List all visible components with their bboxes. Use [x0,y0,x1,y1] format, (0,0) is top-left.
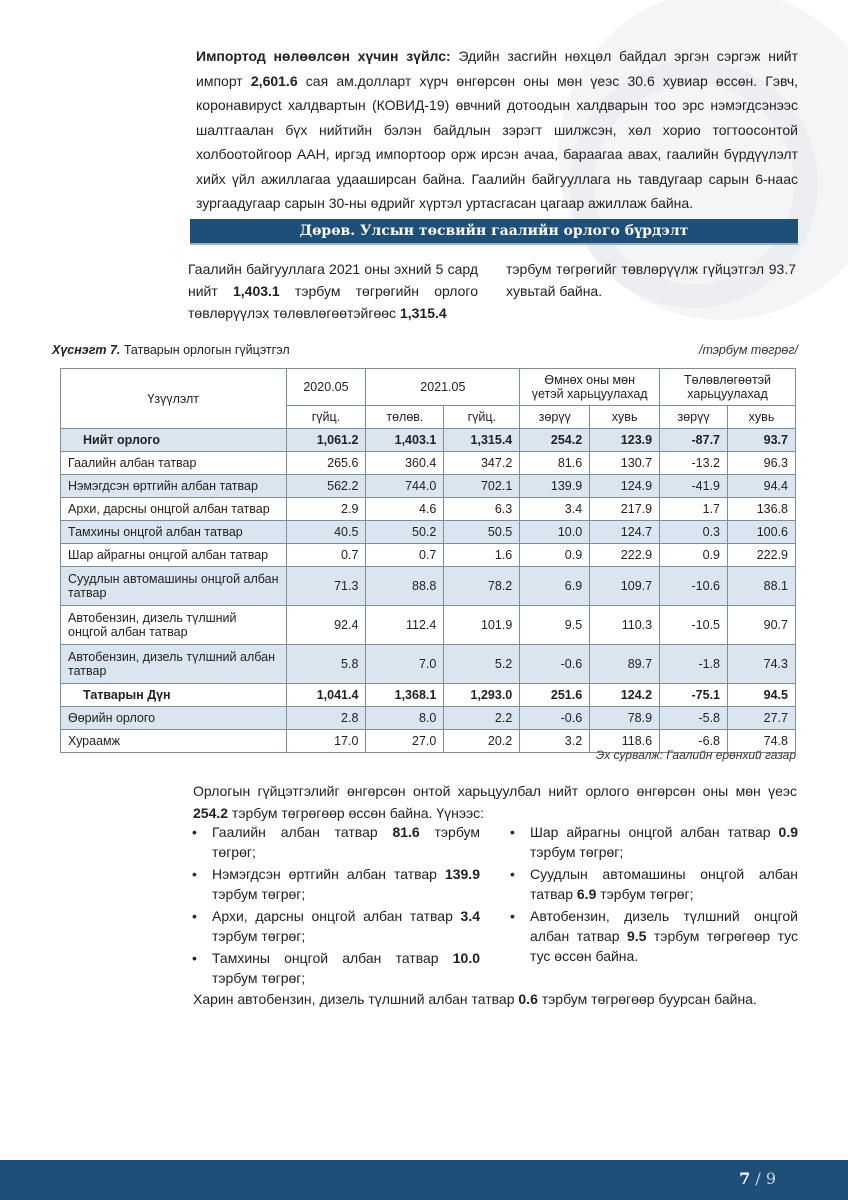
row-value: 9.5 [520,606,590,645]
subheader: хувь [590,406,660,429]
row-value: 4.6 [366,498,444,521]
header-prev-year: Өмнөх оны мөн үетэй харьцуулахад [520,369,660,406]
row-value: 50.5 [444,521,520,544]
row-value: 1.6 [444,544,520,567]
import-factors-paragraph [196,44,798,216]
row-value: 217.9 [590,498,660,521]
row-label: Нийт орлого [61,429,287,452]
row-value: 94.5 [728,684,796,707]
row-value: 0.9 [520,544,590,567]
decline-text-b: тэрбум төгрөгөөр буурсан байна. [537,991,757,1007]
table-row [61,567,796,606]
decline-paragraph [193,988,797,1010]
item-value: 139.9 [444,866,480,882]
subheader: гүйц. [444,406,520,429]
row-value: 6.3 [444,498,520,521]
intro-text-a: Эдийн засгийн нөхцөл байдал эргэн сэргэж нийт импорт [196,48,799,89]
item-text: тэрбум төгрөг; [212,886,306,902]
list-item [188,822,480,862]
row-value: 94.4 [728,475,796,498]
list-item [506,906,798,966]
page-number [739,1169,776,1188]
row-value: 17.0 [286,730,366,753]
row-value: -0.6 [520,707,590,730]
row-value: -5.8 [660,707,728,730]
row-label: Архи, дарсны онцгой албан татвар [61,498,287,521]
row-value: -41.9 [660,475,728,498]
row-value: 130.7 [590,452,660,475]
table-row [61,498,796,521]
row-value: 1,315.4 [444,429,520,452]
row-value: 90.7 [728,606,796,645]
row-label: Тамхины онцгой албан татвар [61,521,287,544]
bullet-icon: • [510,908,515,924]
summary-left-column [188,258,478,324]
row-value: 1.7 [660,498,728,521]
row-value: 124.2 [590,684,660,707]
row-value: 3.2 [520,730,590,753]
row-value: 1,061.2 [286,429,366,452]
row-value: 74.8 [728,730,796,753]
row-value: -0.6 [520,645,590,684]
row-value: 136.8 [728,498,796,521]
item-text: тэрбум төгрөг; [212,824,480,860]
row-value: 96.3 [728,452,796,475]
table-source: Эх сурвалж: Гаалийн ерөнхий газар [595,748,796,762]
header-indicator: Үзүүлэлт [61,369,287,429]
row-value: 702.1 [444,475,520,498]
row-value: 100.6 [728,521,796,544]
table-row [61,606,796,645]
row-value: -13.2 [660,452,728,475]
row-label: Шар айрагны онцгой албан татвар [61,544,287,567]
import-amount: 2,601.6 [250,72,298,89]
item-text: Суудлын автомашины онцгой албан татвар [530,866,798,902]
growth-amount: 254.2 [193,805,229,821]
row-label: Автобензин, дизель түлшний албан татвар [61,645,287,684]
row-label: Татварын Дүн [61,684,287,707]
summary-text-a: Гаалийн байгууллага 2021 оны эхний 5 сард нийт [188,261,478,299]
table-row [61,475,796,498]
bullet-icon: • [192,908,197,924]
decline-text-a: Харин автобензин, дизель түлшний албан татвар [193,991,519,1007]
row-value: -10.5 [660,606,728,645]
row-value: 109.7 [590,567,660,606]
table-caption [52,343,290,357]
row-value: 254.2 [520,429,590,452]
row-value: 3.4 [520,498,590,521]
item-text: Шар айрагны онцгой албан татвар [530,824,779,840]
row-value: 2.9 [286,498,366,521]
row-value: 27.7 [728,707,796,730]
tax-revenue-table [60,368,796,753]
row-value: 92.4 [286,606,366,645]
list-item [188,906,480,946]
table-row [61,544,796,567]
bullet-icon: • [510,866,515,882]
row-value: 0.7 [366,544,444,567]
row-value: 2.2 [444,707,520,730]
row-value: 2.8 [286,707,366,730]
table-row [61,707,796,730]
list-item [506,822,798,862]
table-row [61,521,796,544]
item-text: тэрбум төгрөг; [596,886,694,902]
summary-planned: 1,315.4 [399,305,447,321]
row-label: Суудлын автомашины онцгой албан татвар [61,567,287,606]
bullet-icon: • [192,824,197,840]
row-value: 1,041.4 [286,684,366,707]
item-text: Гаалийн албан татвар [212,824,393,840]
row-value: -6.8 [660,730,728,753]
row-value: 0.9 [660,544,728,567]
row-label: Нэмэгдсэн өртгийн албан татвар [61,475,287,498]
row-value: 360.4 [366,452,444,475]
item-text: Тамхины онцгой албан татвар [212,950,453,966]
row-value: 101.9 [444,606,520,645]
header-2020: 2020.05 [286,369,366,406]
row-label: Хураамж [61,730,287,753]
growth-paragraph [193,780,797,824]
subheader: гүйц. [286,406,366,429]
item-value: 81.6 [392,824,420,840]
row-value: 89.7 [590,645,660,684]
growth-list-left [188,822,480,990]
row-value: 1,403.1 [366,429,444,452]
table-row [61,645,796,684]
page-total: 9 [765,1169,776,1188]
page-separator: / [750,1169,766,1188]
growth-list-right [506,822,798,968]
row-value: 88.8 [366,567,444,606]
row-value: -75.1 [660,684,728,707]
item-text: Нэмэгдсэн өртгийн албан татвар [212,866,445,882]
row-value: 139.9 [520,475,590,498]
row-value: -10.6 [660,567,728,606]
table-unit: /тэрбум төгрөг/ [699,343,798,357]
row-value: 5.2 [444,645,520,684]
item-text: Архи, дарсны онцгой албан татвар [212,908,461,924]
row-label: Гаалийн албан татвар [61,452,287,475]
row-value: 20.2 [444,730,520,753]
row-value: 1,293.0 [444,684,520,707]
row-value: 124.7 [590,521,660,544]
row-value: 222.9 [728,544,796,567]
subheader: зөрүү [520,406,590,429]
row-value: -87.7 [660,429,728,452]
row-label: Автобензин, дизель түлшний онцгой албан татвар [61,606,287,645]
row-value: 7.0 [366,645,444,684]
row-value: 81.6 [520,452,590,475]
row-value: 27.0 [366,730,444,753]
item-text: тэрбум төгрөг; [212,928,306,944]
row-value: 123.9 [590,429,660,452]
item-text: тэрбум төгрөгөөр тус тус өссөн байна. [530,928,798,964]
row-value: 10.0 [520,521,590,544]
table-row [61,429,796,452]
table-row [61,452,796,475]
row-value: 118.6 [590,730,660,753]
summary-text-b: тэрбум төгрөгийн орлого төвлөрүүлэх төлөвлөгөөтэйгөөс [188,283,478,321]
page-footer [0,1160,848,1200]
summary-total: 1,403.1 [233,283,280,299]
list-item [506,864,798,904]
row-value: 93.7 [728,429,796,452]
subheader: зөрүү [660,406,728,429]
row-value: 6.9 [520,567,590,606]
item-text: Автобензин, дизель түлшний онцгой албан татвар [530,908,798,944]
list-item [188,948,480,988]
bullet-icon: • [510,824,515,840]
row-value: 40.5 [286,521,366,544]
row-value: 50.2 [366,521,444,544]
decline-amount: 0.6 [518,991,538,1007]
summary-right-column [506,258,796,302]
header-plan: Төлөвлөгөөтэй харьцуулахад [660,369,796,406]
row-value: 71.3 [286,567,366,606]
row-value: 78.2 [444,567,520,606]
row-value: 88.1 [728,567,796,606]
bullet-icon: • [192,866,197,882]
row-label: Өөрийн орлого [61,707,287,730]
row-value: 222.9 [590,544,660,567]
header-2021: 2021.05 [366,369,520,406]
item-value: 0.9 [778,824,798,840]
item-value: 9.5 [627,928,647,944]
intro-text-b: сая ам.долларт хүрч өнгөрсөн оны мөн үеэс 30.6 хувиар өссөн. Гэвч, коронавирусt халдвартын (КОВИД-19) өвчний дотоодын халдварын тоо эрс нэмэгдсэнээс шалтгаалан бүх нийтийн бэлэн байдлын зэрэгт шилжсэн, хөл хорио тогтоосонтой холбоотойгоор ААН, иргэд импортоор орж ирсэн ачаа, бараагаа авах, гаалийн бүрдүүлэлт хийх үйл ажиллагаа удааширсан байна. Гаалийн байгууллага нь тавдугаар сарын 6-наас зургаадугаар сарын 30-ны өдрийг хүртэл уртасгасан цагаар ажиллаж байна. [196,72,799,211]
summary-text-c: тэрбум төгрөгийг төвлөрүүлж гүйцэтгэл 93.7 хувьтай байна. [506,261,796,299]
row-value: 112.4 [366,606,444,645]
growth-text-b: тэрбум төгрөгөөр өссөн байна. Үүнээс: [228,805,485,821]
row-value: 347.2 [444,452,520,475]
row-value: 8.0 [366,707,444,730]
growth-text-a: Орлогын гүйцэтгэлийг өнгөрсөн онтой харьцуулбал нийт орлого өнгөрсөн оны мөн үеэс [193,783,797,799]
row-value: -1.8 [660,645,728,684]
row-value: 251.6 [520,684,590,707]
subheader: төлөв. [366,406,444,429]
item-value: 6.9 [576,886,597,902]
list-item [188,864,480,904]
item-value: 3.4 [460,908,480,924]
subheader: хувь [728,406,796,429]
row-value: 78.9 [590,707,660,730]
row-value: 124.9 [590,475,660,498]
row-value: 0.7 [286,544,366,567]
item-value: 10.0 [452,950,480,966]
section-title: Дөрөв. Улсын төсвийн гаалийн орлого бүрдэлт [190,219,798,243]
row-value: 110.3 [590,606,660,645]
row-value: 1,368.1 [366,684,444,707]
row-value: 74.3 [728,645,796,684]
bullet-icon: • [192,950,197,966]
item-text: тэрбум төгрөг; [212,970,306,986]
row-value: 562.2 [286,475,366,498]
row-value: 0.3 [660,521,728,544]
import-factors-lead: Импортод нөлөөлсөн хүчин зүйлс: [196,48,451,64]
row-value: 265.6 [286,452,366,475]
row-value: 5.8 [286,645,366,684]
table-row [61,684,796,707]
table-caption-label: Хүснэгт 7. [52,343,121,357]
item-text: тэрбум төгрөг; [530,844,624,860]
row-value: 744.0 [366,475,444,498]
page-current: 7 [739,1169,751,1188]
table-caption-title: Татварын орлогын гүйцэтгэл [120,343,290,357]
